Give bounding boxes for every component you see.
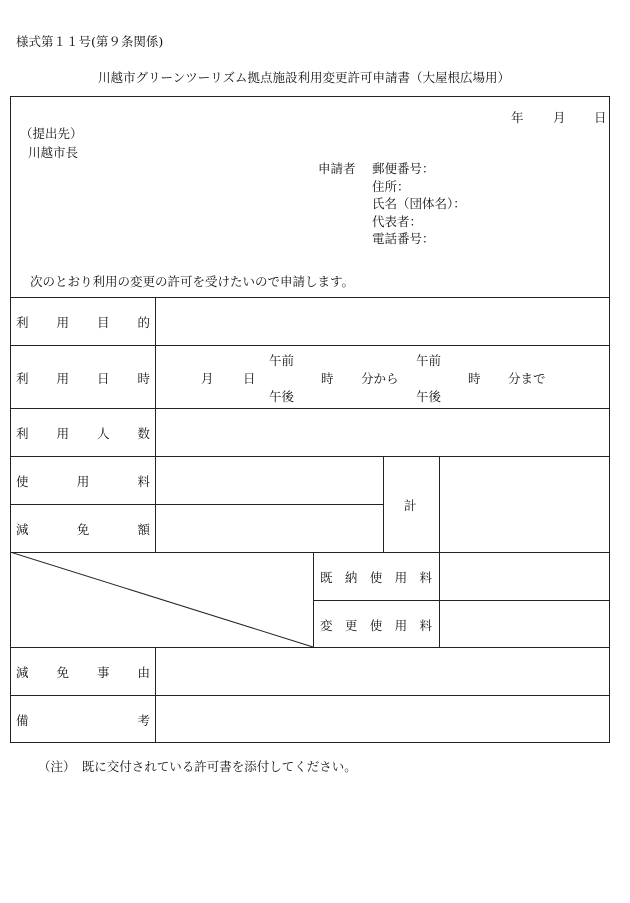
row-divider (10, 408, 610, 409)
diagonal-strike (10, 552, 314, 648)
column-divider (439, 456, 440, 647)
label-people: 利 用 人 数 (16, 426, 150, 441)
fee-input-area[interactable] (157, 458, 381, 502)
applicant-representative-label: 代表者： (372, 214, 423, 229)
recipient-label: （提出先） (20, 126, 83, 141)
row-divider (10, 695, 610, 696)
purpose-input-area[interactable] (157, 299, 608, 343)
applicant-name-label: 氏名（団体名）： (372, 196, 466, 211)
row-divider (10, 345, 610, 346)
total-input-area[interactable] (441, 458, 608, 550)
label-paid-fee: 既 納 使 用 料 (320, 570, 432, 585)
end-hour-label: 時 (468, 371, 481, 386)
datetime-day-label: 日 (243, 371, 256, 386)
label-datetime: 利 用 日 時 (16, 371, 150, 386)
form-number: 様式第１１号(第９条関係) (16, 34, 164, 49)
applicant-phone-label: 電話番号： (372, 231, 435, 246)
applicant-address-label: 住所： (372, 179, 410, 194)
datetime-month-label: 月 (201, 371, 214, 386)
intro-text: 次のとおり利用の変更の許可を受けたいので申請します。 (30, 274, 355, 289)
paid-fee-input-area[interactable] (441, 554, 608, 598)
start-am-label: 午前 (269, 353, 295, 368)
people-input-area[interactable] (157, 410, 608, 454)
row-divider (10, 504, 383, 505)
column-divider (155, 297, 156, 552)
end-am-label: 午前 (416, 353, 442, 368)
row-divider (10, 456, 610, 457)
recipient-name: 川越市長 (28, 145, 79, 160)
row-divider (10, 297, 610, 298)
label-remarks: 備 考 (16, 713, 150, 728)
date-day-label: 日 (594, 110, 607, 125)
label-total: 計 (404, 498, 417, 513)
label-reduction: 減 免 額 (16, 522, 150, 537)
label-fee: 使 用 料 (16, 474, 150, 489)
column-divider (155, 647, 156, 743)
end-until-label: 分まで (508, 371, 546, 386)
applicant-postal-label: 郵便番号： (372, 161, 435, 176)
remarks-input-area[interactable] (157, 697, 608, 741)
date-year-label: 年 (511, 110, 524, 125)
reduction-reason-input-area[interactable] (157, 649, 608, 693)
label-reduction-reason: 減 免 事 由 (16, 665, 150, 680)
start-from-label: 分から (361, 371, 399, 386)
row-divider (313, 600, 610, 601)
applicant-label: 申請者 (318, 161, 356, 176)
form-title: 川越市グリーンツーリズム拠点施設利用変更許可申請書（大屋根広場用） (98, 70, 511, 85)
reduction-input-area[interactable] (157, 506, 381, 550)
label-purpose: 利 用 目 的 (16, 315, 150, 330)
start-hour-label: 時 (321, 371, 334, 386)
label-changed-fee: 変 更 使 用 料 (320, 618, 432, 633)
date-month-label: 月 (553, 110, 566, 125)
end-pm-label: 午後 (416, 389, 442, 404)
column-divider (383, 456, 384, 552)
changed-fee-input-area[interactable] (441, 602, 608, 645)
start-pm-label: 午後 (269, 389, 295, 404)
footnote: （注） 既に交付されている許可書を添付してください。 (38, 759, 357, 774)
